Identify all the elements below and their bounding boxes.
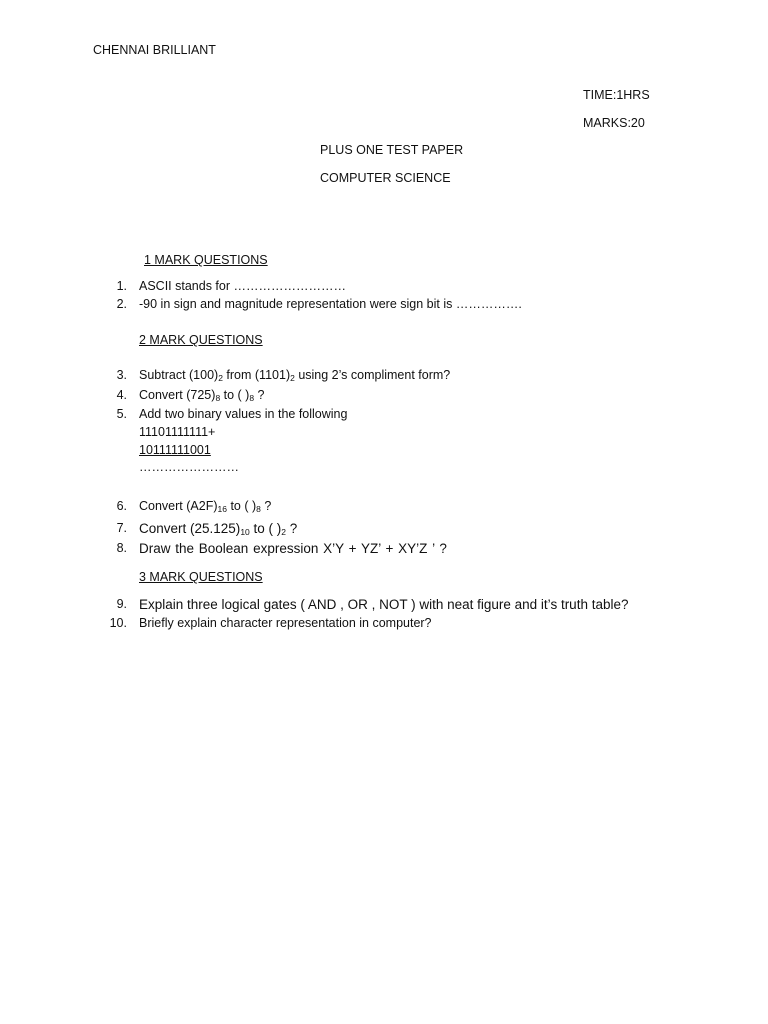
section-heading-3-mark: 3 MARK QUESTIONS bbox=[139, 570, 263, 584]
binary-value-2: 10111111001 bbox=[139, 443, 211, 457]
question-text: Explain three logical gates ( AND , OR , NOT ) with neat figure and it’s truth table? bbox=[139, 597, 629, 612]
question-text: -90 in sign and magnitude representation were sign bit is ……………. bbox=[139, 297, 522, 311]
paper-title: PLUS ONE TEST PAPER bbox=[320, 143, 464, 157]
time-label: TIME:1HRS bbox=[583, 88, 650, 102]
question-number: 4. bbox=[116, 388, 127, 402]
question-number: 5. bbox=[116, 407, 127, 421]
question-text: ASCII stands for ……………………… bbox=[139, 279, 346, 293]
question-text: Convert $(A2F)_{16}$ to ( )$_8$ ? bbox=[139, 499, 272, 514]
section-heading-1-mark: 1 MARK QUESTIONS bbox=[144, 253, 268, 267]
question-number: 7. bbox=[116, 521, 127, 535]
question-number: 9. bbox=[116, 597, 127, 611]
institute-name: CHENNAI BRILLIANT bbox=[93, 43, 216, 57]
question-number: 8. bbox=[116, 541, 127, 555]
question-text: Add two binary values in the following bbox=[139, 407, 348, 421]
section-heading-2-mark: 2 MARK QUESTIONS bbox=[139, 333, 263, 347]
question-text: Convert $(25.125)_{10}$ to ( )$_2$ ? bbox=[139, 521, 298, 537]
question-text: Convert $(725)_8$ to ( )$_8$ ? bbox=[139, 388, 265, 403]
question-text: Subtract $(100)_2$ from $(1101)_2$ using 2’s compliment form? bbox=[139, 368, 451, 383]
binary-value-1: 11101111111+ bbox=[139, 425, 216, 439]
question-number: 2. bbox=[116, 297, 127, 311]
subject-title: COMPUTER SCIENCE bbox=[320, 171, 451, 185]
question-number: 3. bbox=[116, 368, 127, 382]
answer-blank: …………………… bbox=[139, 460, 239, 474]
question-number: 6. bbox=[116, 499, 127, 513]
question-number: 1. bbox=[116, 279, 127, 293]
marks-label: MARKS:20 bbox=[583, 116, 645, 130]
question-number: 10. bbox=[109, 616, 127, 630]
question-text: Briefly explain character representation in computer? bbox=[139, 616, 432, 630]
question-text: Draw the Boolean expression X’Y + YZ’ + XY’Z ’ ? bbox=[139, 541, 447, 556]
